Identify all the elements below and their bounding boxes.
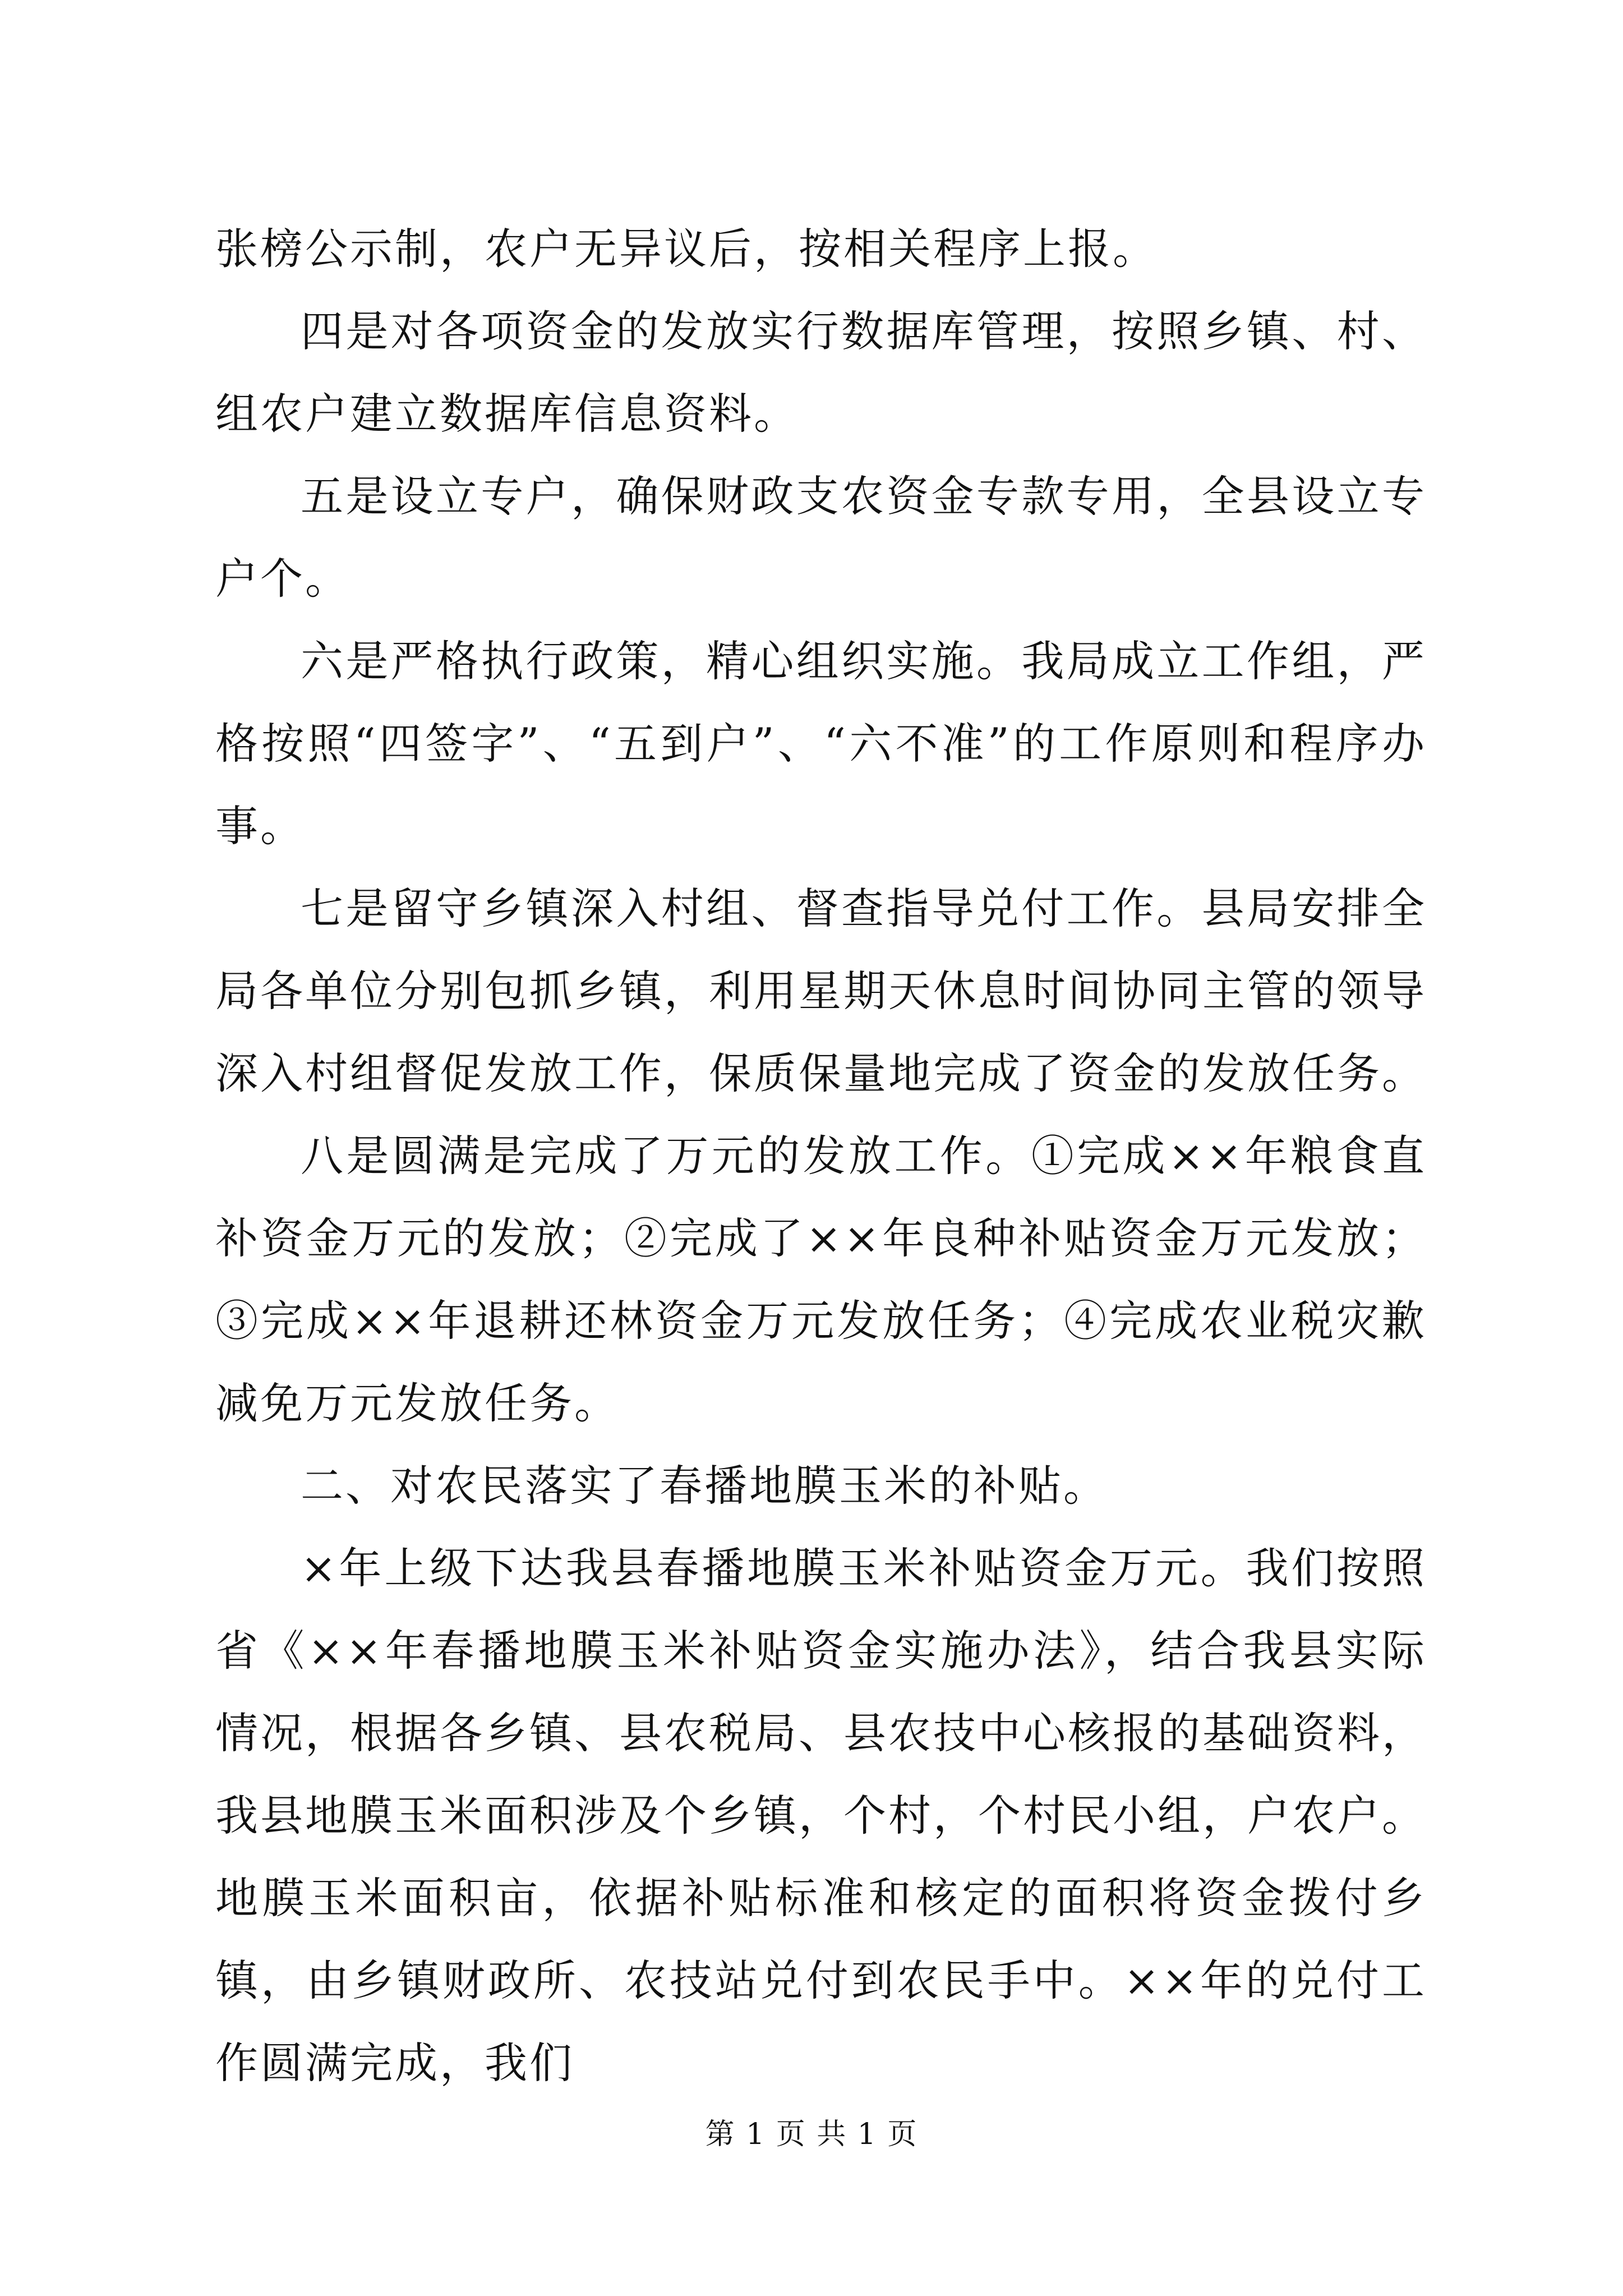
page-number-footer: 第 1 页 共 1 页 — [705, 2118, 918, 2151]
paragraph-item-8: 八是圆满是完成了万元的发放工作。①完成××年粮食直补资金万元的发放；②完成了××年良种补贴资金万元发放；③完成××年退耕还林资金万元发放任务；④完成农业税灾歉减免万元发放任务。 — [215, 1131, 1427, 1428]
paragraph-continuation: 张榜公示制，农户无异议后，按相关程序上报。 — [215, 224, 1158, 274]
paragraph-item-5: 五是设立专户，确保财政支农资金专款专用，全县设立专户个。 — [215, 471, 1427, 604]
paragraph-item-4: 四是对各项资金的发放实行数据库管理，按照乡镇、村、组农户建立数据库信息资料。 — [215, 306, 1427, 439]
paragraph-item-6: 六是严格执行政策，精心组织实施。我局成立工作组，严格按照“四签字”、“五到户”、“六不准”的工作原则和程序办事。 — [215, 636, 1427, 851]
paragraph-item-7: 七是留守乡镇深入村组、督查指导兑付工作。县局安排全局各单位分别包抓乡镇，利用星期天休息时间协同主管的领导深入村组督促发放工作，保质保量地完成了资金的发放任务。 — [215, 884, 1427, 1098]
document-body — [215, 208, 1427, 2104]
section-heading-2: 二、对农民落实了春播地膜玉米的补贴。 — [301, 1461, 1108, 1511]
paragraph-subsidy: ×年上级下达我县春播地膜玉米补贴资金万元。我们按照省《××年春播地膜玉米补贴资金实施办法》，结合我县实际情况，根据各乡镇、县农税局、县农技中心核报的基础资料，我县地膜玉米面积涉及个乡镇，个村，个村民小组，户农户。地膜玉米面积亩，依据补贴标准和核定的面积将资金拨付乡镇，由乡镇财政所、农技站兑付到农民手中。××年的兑付工作圆满完成，我们 — [215, 1543, 1427, 2088]
